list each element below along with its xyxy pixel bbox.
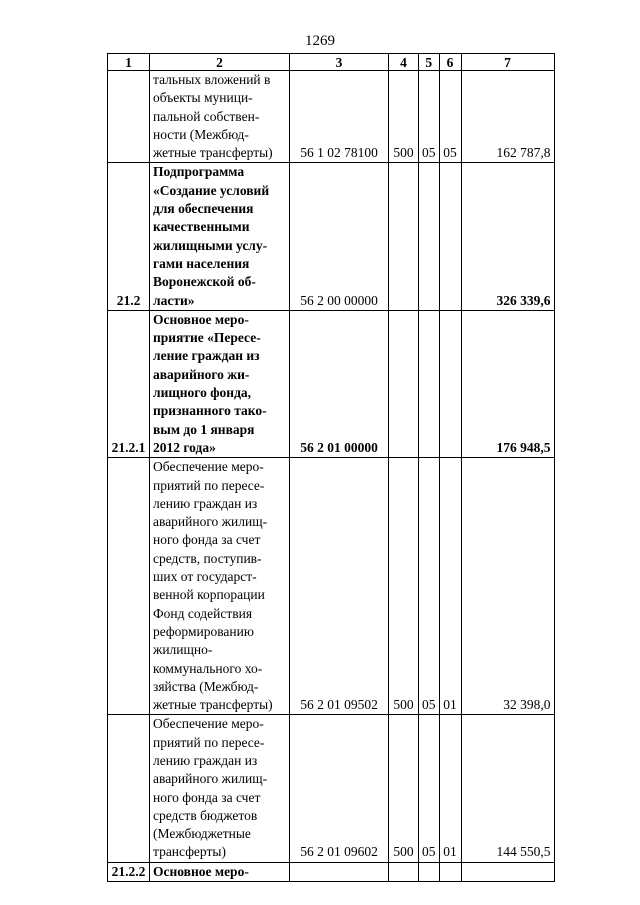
- description-line: качественными: [153, 219, 250, 235]
- description-line: пальной собствен-: [153, 108, 260, 124]
- budget-table: [107, 53, 555, 882]
- row-col-6: [439, 862, 461, 881]
- description-line: лищного фонда,: [153, 385, 252, 401]
- description-line: аварийного жи-: [153, 366, 250, 382]
- description-line: аварийного жилищ-: [153, 771, 268, 787]
- description-line: ности (Межбюд-: [153, 126, 249, 142]
- description-line: Основное меро-: [153, 311, 249, 327]
- description-line: трансферты): [153, 844, 226, 860]
- description-line: ного фонда за счет: [153, 789, 261, 805]
- row-budget-code: 56 2 01 09602: [290, 715, 389, 862]
- page-number: 1269: [305, 33, 335, 49]
- row-number: [108, 458, 150, 715]
- row-number: 21.2: [108, 163, 150, 310]
- header-col-4: 4: [389, 54, 419, 71]
- row-col-5: 05: [419, 458, 440, 715]
- row-budget-code: 56 2 00 00000: [290, 163, 389, 310]
- row-col-4: 500: [389, 71, 419, 163]
- description-line: аварийного жилищ-: [153, 514, 268, 530]
- row-col-5: [419, 163, 440, 310]
- description-line: жилищно-: [153, 642, 213, 658]
- row-amount: 32 398,0: [461, 458, 554, 715]
- row-col-5: [419, 310, 440, 457]
- row-col-4: [389, 163, 419, 310]
- description-line: тальных вложений в: [153, 72, 271, 87]
- row-col-5: 05: [419, 715, 440, 862]
- row-col-5: 05: [419, 71, 440, 163]
- table-row: [108, 310, 555, 457]
- header-col-6: 6: [439, 54, 461, 71]
- row-amount: [461, 862, 554, 881]
- description-line: венной корпорации: [153, 587, 265, 603]
- row-budget-code: 56 2 01 00000: [290, 310, 389, 457]
- row-col-5: [419, 862, 440, 881]
- description-line: гами населения: [153, 255, 250, 271]
- row-col-6: [439, 163, 461, 310]
- row-budget-code: [290, 862, 389, 881]
- description-line: 2012 года»: [153, 439, 216, 455]
- row-budget-code: 56 1 02 78100: [290, 71, 389, 163]
- row-col-6: [439, 310, 461, 457]
- row-amount: 176 948,5: [461, 310, 554, 457]
- description-line: жетные трансферты): [153, 697, 273, 713]
- row-number: [108, 71, 150, 163]
- description-line: вым до 1 января: [153, 421, 255, 437]
- row-amount: 144 550,5: [461, 715, 554, 862]
- description-line: коммунального хо-: [153, 660, 263, 676]
- table-body: [108, 71, 555, 882]
- description-line: (Межбюджетные: [153, 826, 251, 842]
- description-line: для обеспечения: [153, 201, 254, 217]
- description-line: объекты муници-: [153, 90, 253, 106]
- table-row: [108, 458, 555, 715]
- header-col-1: 1: [108, 54, 150, 71]
- description-line: приятий по пересе-: [153, 734, 265, 750]
- table-row: [108, 862, 555, 881]
- row-col-4: 500: [389, 458, 419, 715]
- description-line: лению граждан из: [153, 752, 258, 768]
- header-col-5: 5: [419, 54, 440, 71]
- table-row: [108, 71, 555, 163]
- header-col-3: 3: [290, 54, 389, 71]
- description-line: реформированию: [153, 623, 254, 639]
- row-description: [150, 862, 290, 881]
- row-amount: 326 339,6: [461, 163, 554, 310]
- row-number: [108, 715, 150, 862]
- row-description: [150, 163, 290, 310]
- row-col-4: 500: [389, 715, 419, 862]
- description-line: жилищными услу-: [153, 237, 268, 253]
- description-line: Обеспечение меро-: [153, 716, 264, 732]
- description-line: зяйства (Межбюд-: [153, 678, 259, 694]
- description-line: приятий по пересе-: [153, 477, 265, 493]
- row-number: 21.2.2: [108, 862, 150, 881]
- row-budget-code: 56 2 01 09502: [290, 458, 389, 715]
- row-description: [150, 715, 290, 862]
- description-line: ление граждан из: [153, 348, 260, 364]
- description-line: ласти»: [153, 292, 195, 308]
- row-description: [150, 458, 290, 715]
- row-col-6: 01: [439, 715, 461, 862]
- description-line: средств, поступив-: [153, 550, 262, 566]
- description-line: средств бюджетов: [153, 807, 258, 823]
- description-line: жетные трансферты): [153, 145, 273, 161]
- row-col-4: [389, 862, 419, 881]
- row-number: 21.2.1: [108, 310, 150, 457]
- description-line: ших от государст-: [153, 569, 257, 585]
- row-description: [150, 71, 290, 163]
- table-header-row: [108, 54, 555, 71]
- description-line: признанного тако-: [153, 403, 267, 419]
- header-col-2: 2: [150, 54, 290, 71]
- description-line: Основное меро-: [153, 863, 249, 879]
- table-row: [108, 715, 555, 862]
- row-col-4: [389, 310, 419, 457]
- row-amount: 162 787,8: [461, 71, 554, 163]
- description-line: Подпрограмма: [153, 164, 245, 180]
- row-col-6: 05: [439, 71, 461, 163]
- description-line: приятие «Пересе-: [153, 330, 261, 346]
- description-line: «Создание условий: [153, 182, 270, 198]
- row-description: [150, 310, 290, 457]
- table-row: [108, 163, 555, 310]
- description-line: ного фонда за счет: [153, 532, 261, 548]
- description-line: Воронежской об-: [153, 274, 256, 290]
- header-col-7: 7: [461, 54, 554, 71]
- description-line: Обеспечение меро-: [153, 459, 264, 475]
- description-line: Фонд содействия: [153, 605, 253, 621]
- row-col-6: 01: [439, 458, 461, 715]
- description-line: лению граждан из: [153, 495, 258, 511]
